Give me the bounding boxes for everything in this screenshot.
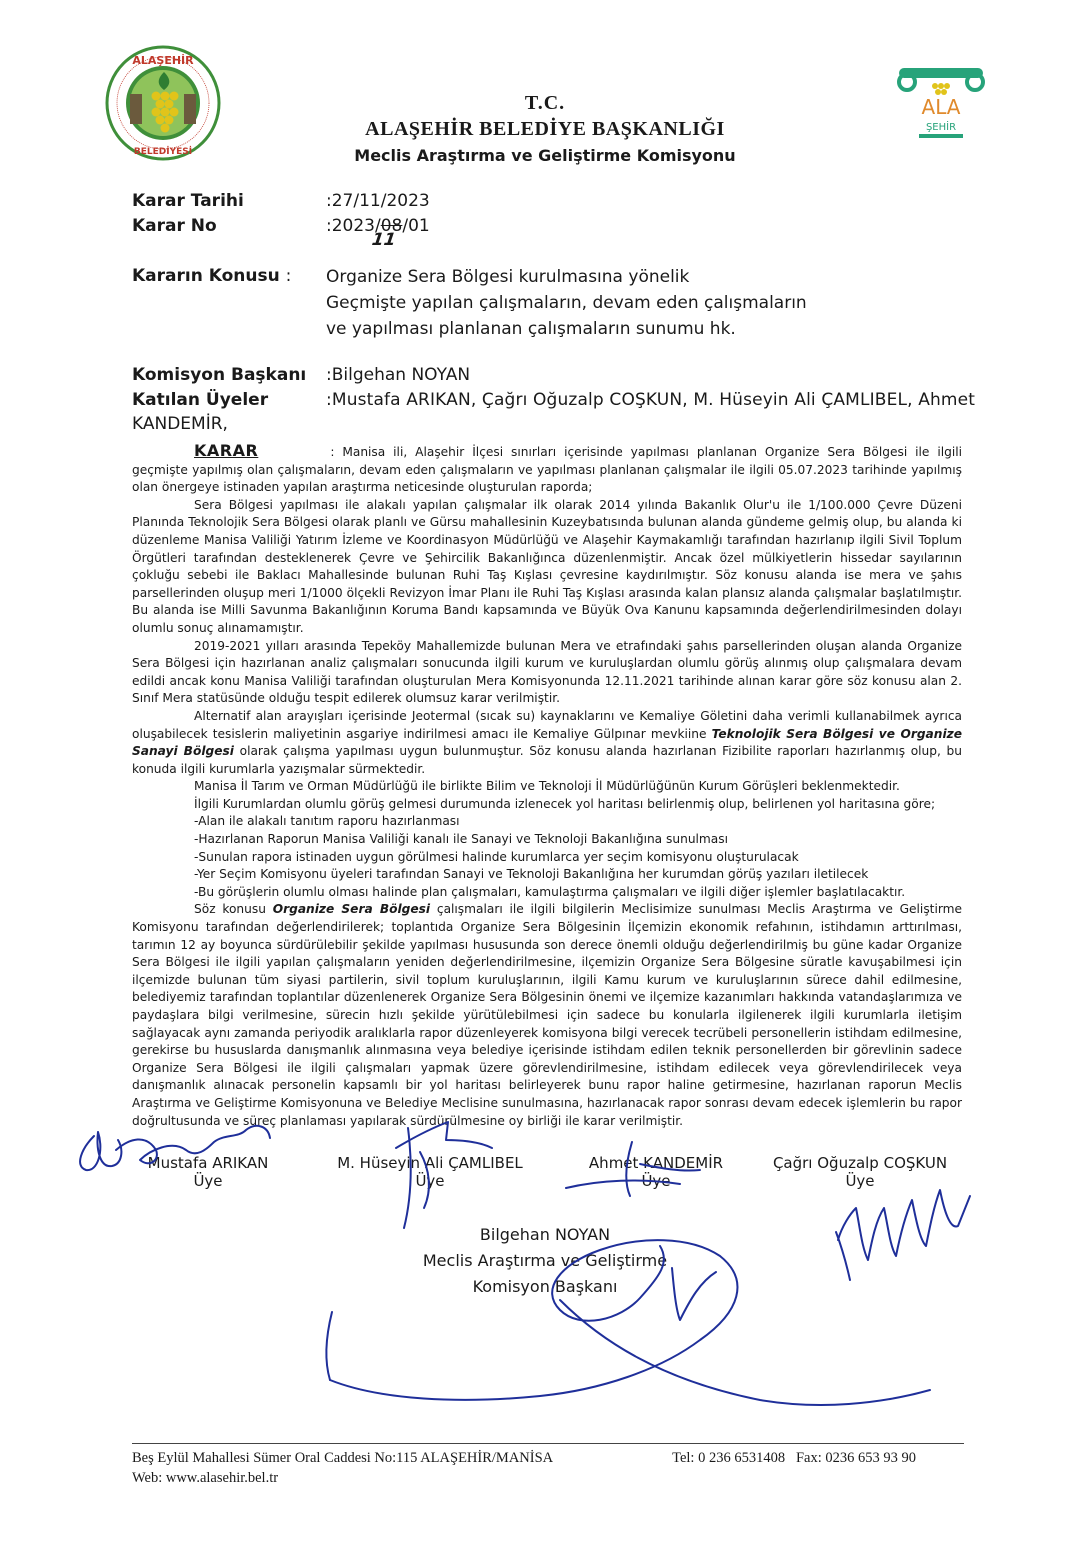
subject-label: Kararın Konusu : [132, 266, 292, 286]
decision-no-prefix: :2023/ [326, 216, 381, 236]
members-continued: KANDEMİR, [132, 414, 228, 434]
paragraph: 2019-2021 yılları arasında Tepeköy Mahallemizde bulunan Mera ve etrafındaki şahıs parsellerinden oluşan alanda Organize Sera Bölgesi için hazırlanan analiz çalışmaları sonucunda ilgili kurum ve kuruluşlardan olumlu görüş alınmış olup çalışmalara devam edildi ancak konu Manisa Valiliği tarafından oluşturulan Mera Komisyonunda 12.11.2021 tarihinde alınan karar göre söz konusu alan 2. Sınıf Mera statüsünde olduğu tespit edilerek olumsuz karar verilmiştir. [132, 638, 962, 706]
signatory-name: Mustafa ARIKAN [147, 1154, 269, 1172]
chair-label: Komisyon Başkanı [132, 365, 307, 385]
handwritten-decision-no: 11 [370, 230, 398, 250]
chair-role-line: Meclis Araştırma ve Geliştirme [422, 1251, 668, 1270]
signatory-role: Üye [193, 1172, 223, 1190]
footer [132, 1448, 972, 1488]
paragraph: Sera Bölgesi yapılması ile alakalı yapılan çalışmalar ilk olarak 2014 yılında Bakanlık Olur'u ile 1/100.000 Çevre Düzeni Planında Teknolojik Sera Bölgesi olarak planlı ve Gürsu mahallesinin Kuzeybatısında bulunan alanda gündeme gelmiş olup, bu alanda ki düzenleme Manisa Valiliği Yatırım İzleme ve Koordinasyon Müdürlüğü ve Alaşehir Kaymakamlığı tarafından hazırlanıp ilgili Sivil Toplum Örgütleri tarafından desteklenerek Çevre ve Şehircilik Bakanlığınca düzenlenmiştir. Ancak özel mülkiyetlerin hissedar sayılarının çokluğu sebebi ile Baklacı Mahallesinde bulunan Ruhi Taş Kışlası çevresine kaydırılmıştır. Söz konusu alanda ise mera ve şahıs parsellerinden oluşup meri 1/1000 ölçekli Revizyon İmar Planı ile Ruhi Taş Kışlası arasında kalan plansız alanda çalışmalar başlatılmıştır. Bu alanda ise Milli Savunma Bakanlığının Koruma Bandı kapsamında ve Büyük Ova Kanunu kapsamında değerlendirilmesinden dolayı olumlu sonuç alınamamıştır. [132, 497, 962, 635]
subject-line: ve yapılması planlanan çalışmaların sunumu hk. [326, 319, 736, 339]
svg-text:ALAŞEHİR: ALAŞEHİR [132, 54, 194, 67]
members-value: :Mustafa ARIKAN, Çağrı Oğuzalp COŞKUN, M. Hüseyin Ali ÇAMLIBEL, Ahmet [326, 390, 976, 410]
decision-date-label: Karar Tarihi [132, 191, 244, 211]
organization-heading: ALAŞEHİR BELEDİYE BAŞKANLIĞI [365, 118, 725, 140]
list-item: -Alan ile alakalı tanıtım raporu hazırlanması [194, 814, 460, 829]
footer-fax: Fax: 0236 653 93 90 [795, 1450, 916, 1466]
decision-no-suffix: /01 [402, 216, 430, 236]
footer-web: Web: www.alasehir.bel.tr [132, 1470, 279, 1486]
decision-no-label: Karar No [132, 216, 217, 236]
svg-text:BELEDİYESİ: BELEDİYESİ [133, 147, 193, 157]
signatory-name: Çağrı Oğuzalp COŞKUN [772, 1154, 948, 1172]
country-heading: T.C. [524, 92, 566, 114]
decision-date-value: :27/11/2023 [326, 191, 430, 211]
members-label: Katılan Üyeler [132, 390, 269, 410]
list-item: -Sunulan rapora istinaden uygun görülmesi halinde kurumlarca yer seçim komisyonu oluşturulacak [194, 849, 799, 864]
signatory-role: Üye [641, 1172, 671, 1190]
commission-heading: Meclis Araştırma ve Geliştirme Komisyonu [354, 146, 736, 165]
svg-text:ALA: ALA [921, 95, 961, 119]
list-item: -Bu görüşlerin olumlu olması halinde plan çalışmaları, kamulaştırma çalışmaları ve ilgili diğer işlemler başlatılacaktır. [194, 884, 906, 899]
footer-divider [132, 1443, 964, 1444]
chair-role-line: Komisyon Başkanı [472, 1277, 618, 1296]
paragraph: Söz konusu Organize Sera Bölgesi çalışmaları ile ilgili bilgilerin Meclisimize sunulması Meclis Araştırma ve Geliştirme Komisyonu tarafından değerlendirilerek; toplantıda Organize Sera Bölgesinin İlçemizin ekonomik refahının, istihdamın arttırılması, tarımın 12 ay boyunca sürdürülebilir şekilde yapılması hususunda son derece önemli olduğu değerlendirilmiş bu güne kadar Organize Sera Bölgesi ile ilgili yapılan çalışmaların yeniden değerlendirilmesine, ilçemizin Organize Sera Bölgesine süratle kavuşabilmesi için ilçemizde bulunan tüm siyasi partilerin, sivil toplum kuruluşlarının, ilgili Kamu kurum ve kuruluşlarının sürece dahil edilmesine, belediyemiz tarafından toplantılar düzenlenerek Organize Sera Bölgesinin önemi ve ilçemize kazanımları hakkında vatandaşlarımıza ve paydaşlara bilgi verilmesine, sürecin hızlı şekilde yürütülebilmesi için sadece bu konularla ilgilenerek ilgili kurumlarla iletişim sağlayacak aynı zamanda periyodik aralıklarla rapor düzenleyerek komisyona bilgi verecek tecrübeli personellerin istihdam edilmesine, gerekirse bu hususlarda danışmanlık alınmasına veya belediye içerisinde istihdam edilen teknik personellerden bir görevlinin sadece Organize Sera Bölgesi ile ilgili çalışmaları yapmak üzere görevlendirilmesine, istihdam edilecek veya görevlendirilecek veya danışmanlık alınacak personelin kapsamlı bir yol haritası belirleyerek bunu rapor haline getirmesine, hazırlanan raporun Meclis Araştırma ve Geliştirme Komisyonuna ve Belediye Meclisine sunulmasına, hazırlanacak rapor sonrası devam edecek işlemlerin bu rapor doğrultusunda ve süreç planlaması yapılarak sürdürülmesine oy birliği ile karar verilmiştir. [132, 902, 962, 1128]
list-item: -Yer Seçim Komisyonu üyeleri tarafından Sanayi ve Teknoloji Bakanlığına her kurumdan görüş yazıları iletilecek [194, 867, 869, 882]
footer-contact [672, 1448, 916, 1468]
list-item: -Hazırlanan Raporun Manisa Valiliği kanalı ile Sanayi ve Teknoloji Bakanlığına sunulması [194, 832, 729, 847]
chair-value: :Bilgehan NOYAN [326, 365, 471, 385]
paragraph: Alternatif alan arayışları içerisinde Jeotermal (sıcak su) kaynaklarını ve Kemaliye Göletini daha verimli kullanabilmek ayrıca oluşabilecek tesislerin maliyetinin asgariye indirilmesi amacı ile Kemaliye Gülpınar mevkiine Teknolojik Sera Bölgesi ve Organize Sanayi Bölgesi olarak çalışma yapılması uygun bulunmuştur. Söz konusu alanda hazırlanan Fizibilite raporları hazırlanmış olup, bu konuda ilgili kurumlarla yazışmalar sürmektedir. [132, 708, 963, 776]
footer-tel: Tel: 0 236 6531408 [672, 1450, 786, 1466]
signatory-role: Üye [415, 1172, 445, 1190]
paragraph: KARAR : Manisa ili, Alaşehir İlçesi sınırları içerisinde yapılması planlanan Organize Sera Bölgesi ile ilgili geçmişte yapılmış olan çalışmaların, devam eden çalışmaların ve yapılması planlanan çalışmalar ile ilgili 05.07.2023 tarihinde yapılmış olan önergeye istinaden yapılan araştırma neticesinde oluşturulan raporda; [132, 441, 962, 495]
signatory-name: M. Hüseyin Ali ÇAMLIBEL [337, 1154, 523, 1172]
paragraph: Manisa İl Tarım ve Orman Müdürlüğü ile birlikte Bilim ve Teknoloji İl Müdürlüğünün Kurum Görüşleri beklenmektedir. [194, 779, 900, 794]
karar-heading: KARAR [194, 441, 259, 460]
chair-name: Bilgehan NOYAN [479, 1225, 611, 1244]
paragraph: İlgili Kurumlardan olumlu görüş gelmesi durumunda izlenecek yol haritası belirlenmiş olup, belirlenen yol haritasına göre; [194, 796, 936, 811]
svg-text:ŞEHİR: ŞEHİR [925, 122, 957, 133]
subject-line: Organize Sera Bölgesi kurulmasına yönelik [326, 267, 690, 287]
signatory-role: Üye [845, 1172, 875, 1190]
subject-line: Geçmişte yapılan çalışmaların, devam eden çalışmaların [326, 293, 807, 313]
decision-no-struck: 08 [380, 216, 403, 236]
footer-address: Beş Eylül Mahallesi Sümer Oral Caddesi No:115 ALAŞEHİR/MANİSA [132, 1450, 554, 1466]
signatory-name: Ahmet KANDEMİR [588, 1154, 724, 1172]
